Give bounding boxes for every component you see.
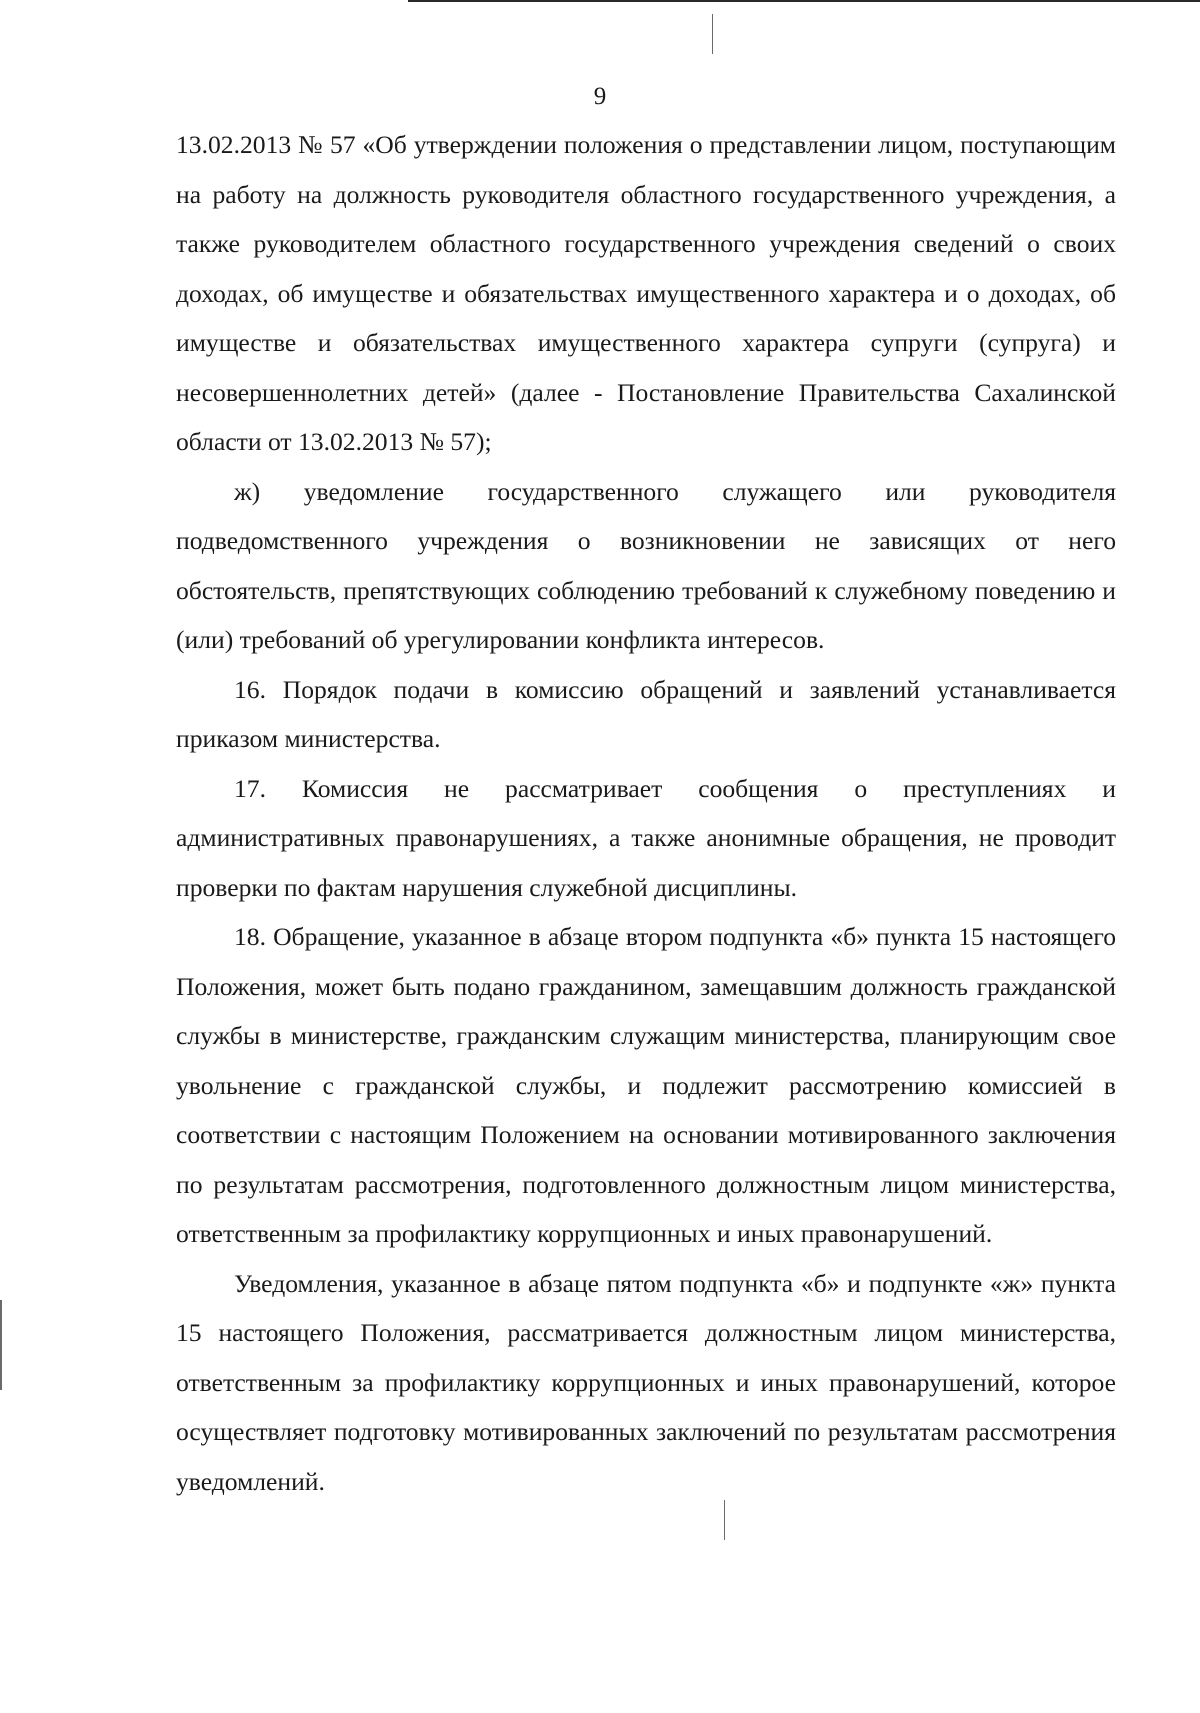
top-border-line xyxy=(408,0,1200,2)
scan-mark xyxy=(724,1500,725,1540)
paragraph-continuation: 13.02.2013 № 57 «Об утверждении положения о представлении лицом, поступающим на работу на должность руководителя областного государственного учреждения, а также руководителем областного государственного учреждения сведений о своих доходах, об имуществе и обязательствах имущественного характера и о доходах, об имуществе и обязательствах имущественного характера супруги (супруга) и несовершеннолетних детей» (далее - Постановление Правительства Сахалинской области от 13.02.2013 № 57); xyxy=(176,130,1116,456)
paragraph-item-16: 16. Порядок подачи в комиссию обращений и заявлений устанавливается приказом министерства. xyxy=(176,674,1116,753)
scan-mark xyxy=(712,14,713,54)
paragraph-item-18: 18. Обращение, указанное в абзаце втором подпункта «б» пункта 15 настоящего Положения, может быть подано гражданином, замещавшим должность гражданской службы в министерстве, гражданским служащим министерства, планирующим свое увольнение с гражданской службы, и подлежит рассмотрению комиссией в соответствии с настоящим Положением на основании мотивированного заключения по результатам рассмотрения, подготовленного должностным лицом министерства, ответственным за профилактику коррупционных и иных правонарушений. xyxy=(176,922,1116,1248)
scan-mark xyxy=(0,1300,2,1390)
page-number: 9 xyxy=(593,83,607,110)
paragraph-item-zh: ж) уведомление государственного служащего или руководителя подведомственного учреждения о возникновении не зависящих от него обстоятельств, препятствующих соблюдению требований к служебному поведению и (или) требований об урегулировании конфликта интересов. xyxy=(176,476,1116,654)
paragraph-item-17: 17. Комиссия не рассматривает сообщения о преступлениях и административных правонарушениях, а также анонимные обращения, не проводит проверки по фактам нарушения служебной дисциплины. xyxy=(176,773,1116,902)
paragraph-item-18-notices: Уведомления, указанное в абзаце пятом подпункта «б» и подпункте «ж» пункта 15 настоящего Положения, рассматривается должностным лицом министерства, ответственным за профилактику коррупционных и иных правонарушений, которое осуществляет подготовку мотивированных заключений по результатам рассмотрения уведомлений. xyxy=(176,1268,1116,1496)
document-body xyxy=(176,120,1116,1506)
